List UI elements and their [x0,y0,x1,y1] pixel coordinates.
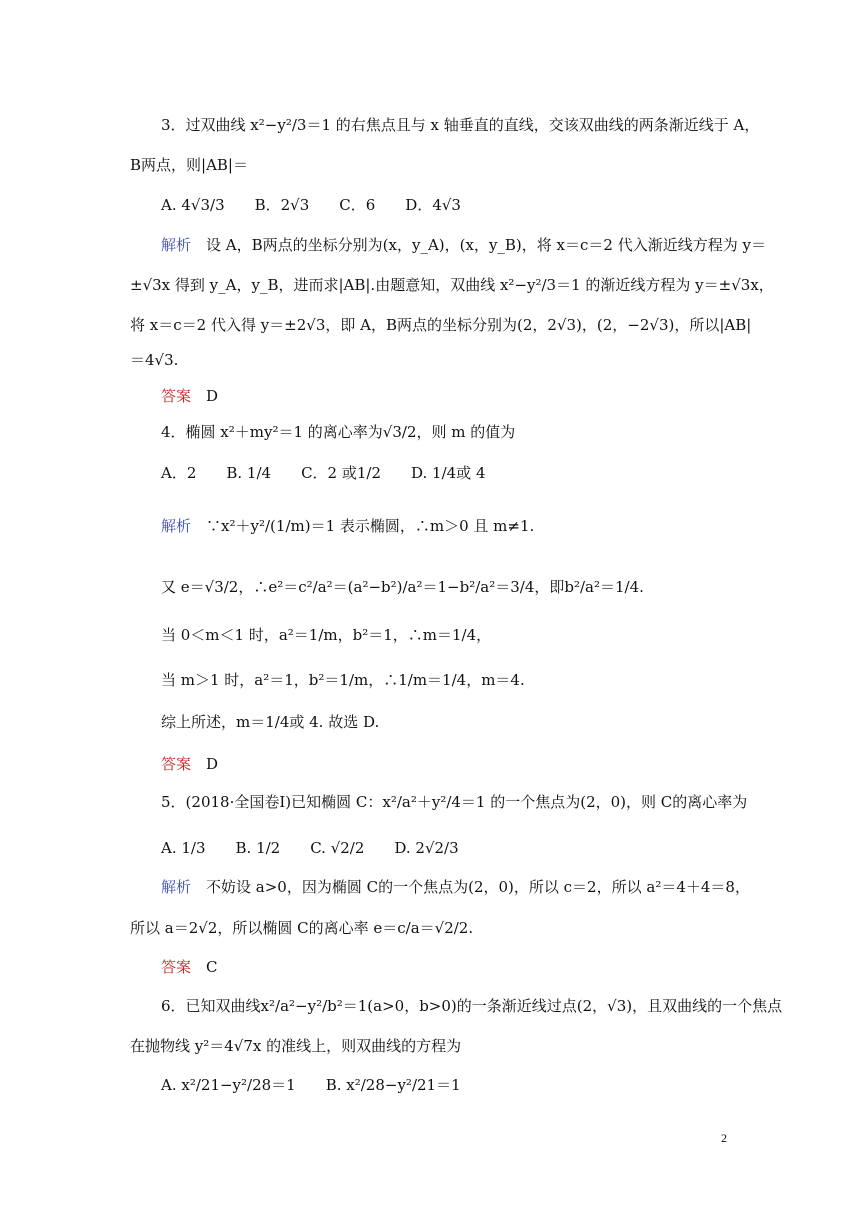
q4-solution-line2: 又 e＝√3/2，∴e²＝c²/a²＝(a²−b²)/a²＝1−b²/a²＝3/4，即b²/a²＝1/4. [161,578,644,596]
q5-answer-line [161,957,771,977]
q3-stem-line2: B两点，则|AB|＝ [130,156,248,174]
q5-answer-value: C [206,958,218,976]
q4-jiexi-tag: 解析 [161,517,192,535]
q3-jiexi-tag: 解析 [161,236,192,254]
q3-answer-tag: 答案 [161,387,192,405]
q5-choices: A. 1/3 B. 1/2 C. √2/2 D. 2√2/3 [161,839,459,857]
q4-answer-tag: 答案 [161,755,192,773]
q4-stem: 4．椭圆 x²＋my²＝1 的离心率为√3/2，则 m 的值为 [161,423,516,441]
q5-solution-line1 [161,877,771,897]
q3-stem-line1: 3．过双曲线 x²−y²/3＝1 的右焦点且与 x 轴垂直的直线，交该双曲线的两条渐近线于 A， [161,116,760,134]
q4-solution-line4: 当 m＞1 时，a²＝1，b²＝1/m，∴1/m＝1/4，m＝4. [161,671,525,689]
q6-stem-line2: 在抛物线 y²＝4√7x 的准线上，则双曲线的方程为 [130,1037,462,1055]
q5-jiexi-tag: 解析 [161,878,192,896]
q5-answer-tag: 答案 [161,958,192,976]
q3-choices: A. 4√3/3 B．2√3 C．6 D．4√3 [161,196,461,214]
q3-solution-line1 [161,235,771,255]
q4-solution-line3: 当 0＜m＜1 时，a²＝1/m，b²＝1，∴m＝1/4， [161,626,492,644]
q4-solution-line5: 综上所述，m＝1/4或 4. 故选 D. [161,713,380,731]
q4-solution-line1 [161,516,771,536]
q3-answer-line [161,386,771,406]
q4-answer-line [161,754,771,774]
q3-solution-line4: ＝4√3. [130,351,179,369]
q5-jiexi-text1: 不妨设 a>0，因为椭圆 C的一个焦点为(2，0)，所以 c＝2，所以 a²＝4＋4＝8， [206,878,750,896]
q5-solution-line2: 所以 a＝2√2，所以椭圆 C的离心率 e＝c/a＝√2/2. [130,919,474,937]
q3-solution-line3: 将 x＝c＝2 代入得 y＝±2√3，即 A，B两点的坐标分别为(2，2√3)，(2，−2√3)，所以|AB| [130,316,752,334]
q5-stem: 5．(2018·全国卷Ⅰ)已知椭圆 C：x²/a²＋y²/4＝1 的一个焦点为(2，0)，则 C的离心率为 [161,793,748,811]
q3-answer-value: D [206,387,219,405]
q3-jiexi-text1: 设 A，B两点的坐标分别为(x，y_A)，(x，y_B)，将 x＝c＝2 代入渐近线方程为 y＝ [206,236,766,254]
q3-solution-line2: ±√3x 得到 y_A，y_B，进而求|AB|.由题意知，双曲线 x²−y²/3＝1 的渐近线方程为 y＝±√3x， [130,276,774,294]
q6-choices: A. x²/21−y²/28＝1 B. x²/28−y²/21＝1 [161,1076,461,1094]
page-number: 2 [721,1131,727,1145]
q4-jiexi-text1: ∵x²＋y²/(1/m)＝1 表示椭圆，∴m＞0 且 m≠1. [206,517,535,535]
q4-choices: A．2 B. 1/4 C．2 或1/2 D. 1/4或 4 [161,464,486,482]
q4-answer-value: D [206,755,219,773]
q6-stem-line1: 6．已知双曲线x²/a²−y²/b²＝1(a>0，b>0)的一条渐近线过点(2，√3)，且双曲线的一个焦点 [161,997,783,1015]
